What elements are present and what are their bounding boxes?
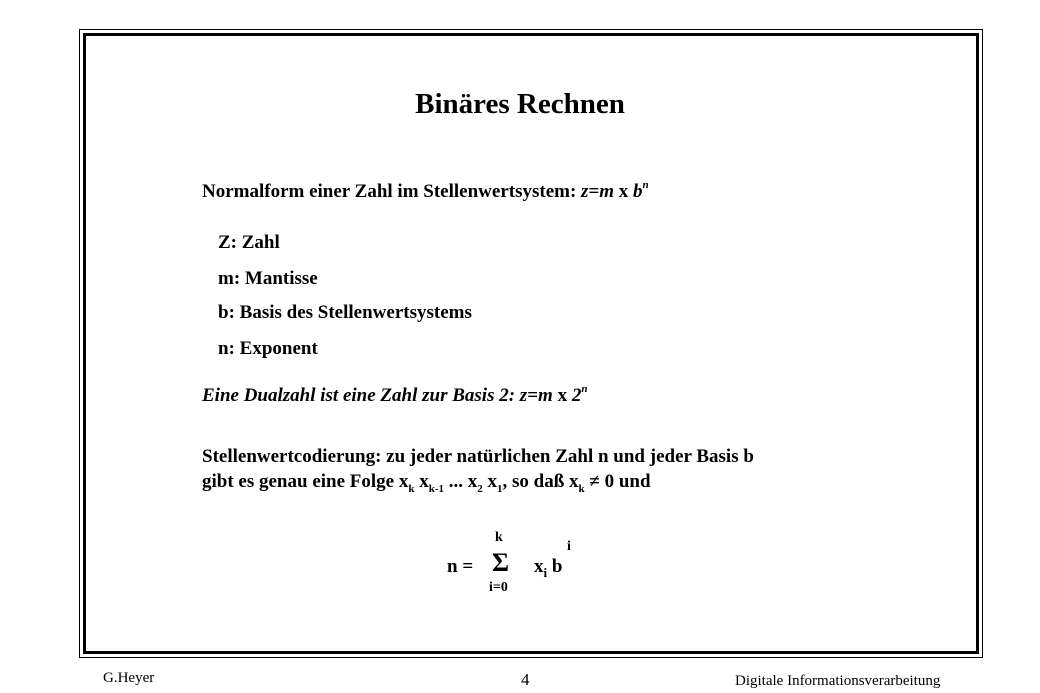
sum-lhs: n = [447, 556, 474, 577]
encoding-line-1: Stellenwertcodierung: zu jeder natürlichen Zahl n und jeder Basis b [202, 446, 754, 467]
dual-z: z [519, 385, 528, 406]
normalform-line [202, 178, 649, 203]
formula-eq: = [588, 181, 600, 202]
formula-b: b [633, 181, 643, 202]
slide-title: Binäres Rechnen [415, 88, 625, 120]
sub-1: 1 [497, 482, 503, 495]
formula-m: m [599, 181, 615, 202]
definition-b: b: Basis des Stellenwertsystems [218, 302, 472, 323]
dual-eq: = [527, 385, 539, 406]
sum-term [534, 556, 562, 578]
sum-lower-limit: i=0 [489, 580, 508, 595]
definition-z: Z: Zahl [218, 232, 280, 253]
footer-page-number: 4 [521, 670, 530, 689]
encoding-dots: ... x [444, 471, 478, 492]
definition-m: m: Mantisse [218, 268, 318, 289]
sum-term-sub-i: i [543, 564, 548, 580]
dual-exponent: n [581, 382, 588, 395]
dual-times: x [552, 385, 572, 406]
normalform-label: Normalform einer Zahl im Stellenwertsystem: [202, 181, 582, 202]
encoding-so-dass: , so daß x [502, 471, 579, 492]
formula-exponent: n [642, 178, 649, 191]
footer-author: G.Heyer [103, 670, 155, 686]
sub-k-1: k-1 [428, 482, 445, 495]
encoding-line-2 [202, 471, 651, 493]
sub-k: k [408, 482, 415, 495]
dual-label: Eine Dualzahl ist eine Zahl zur Basis 2: [202, 385, 520, 406]
sum-term-b: b [547, 556, 563, 577]
sum-term-x: x [534, 556, 544, 577]
dual-m: m [538, 385, 553, 406]
sigma-symbol: Σ [492, 548, 509, 577]
sub-k-2: k [578, 482, 585, 495]
formula-z: z [581, 181, 589, 202]
dual-base: 2 [571, 385, 582, 406]
encoding-x-1: x [482, 471, 498, 492]
formula-times: x [614, 181, 634, 202]
encoding-line2-text: gibt es genau eine Folge x [202, 471, 409, 492]
definition-n: n: Exponent [218, 338, 318, 359]
dual-line [202, 382, 588, 407]
sum-term-exponent-i: i [567, 539, 571, 554]
encoding-x-k1: x [414, 471, 429, 492]
encoding-neq: ≠ 0 und [584, 471, 651, 492]
slide-frame [79, 29, 983, 658]
sum-upper-limit: k [495, 530, 503, 545]
sub-2: 2 [477, 482, 483, 495]
footer-course: Digitale Informationsverarbeitung [735, 673, 941, 689]
